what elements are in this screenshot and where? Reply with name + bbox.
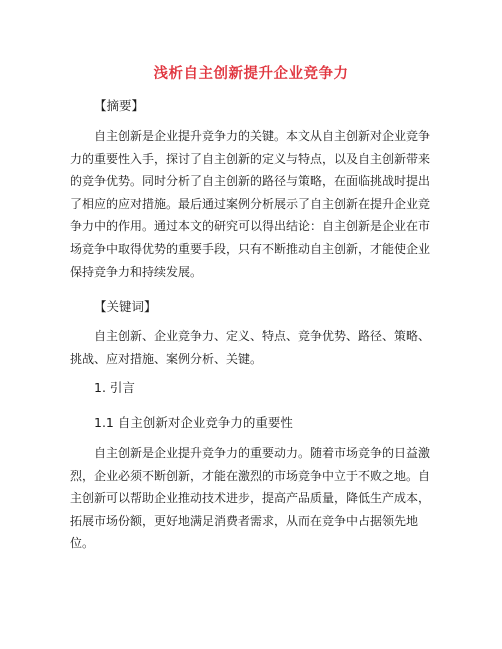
section-line: 自主创新是企业提升竞争力的重要动力。随着市场竞争的日益激	[94, 446, 431, 460]
intro-heading: 1. 引言	[94, 380, 135, 395]
abstract-line: 场竞争中取得优势的重要手段，只有不断推动自主创新，才能使企业	[70, 241, 431, 256]
section-paragraph	[70, 442, 432, 555]
abstract-line: 了相应的应对措施。最后通过案例分析展示了自主创新在提升企业竞	[70, 196, 431, 211]
section-heading: 1.1 自主创新对企业竞争力的重要性	[94, 415, 293, 430]
section-line: 主创新可以帮助企业推动技术进步，提高产品质量，降低生产成本，	[70, 491, 431, 506]
abstract-paragraph	[70, 125, 432, 283]
abstract-line: 争力中的作用。通过本文的研究可以得出结论：自主创新是企业在市	[70, 219, 431, 234]
abstract-line: 自主创新是企业提升竞争力的关键。本文从自主创新对企业竞争	[94, 129, 431, 143]
section-line: 烈，企业必须不断创新，才能在激烈的市场竞争中立于不败之地。自	[70, 468, 431, 483]
section-line: 位。	[70, 536, 95, 551]
keywords-label: 【关键词】	[94, 299, 157, 314]
document-title: 浅析自主创新提升企业竞争力	[153, 66, 349, 82]
keywords-paragraph	[70, 325, 432, 370]
abstract-label: 【摘要】	[94, 98, 145, 113]
keywords-line: 自主创新、企业竞争力、定义、特点、竞争优势、路径、策略、	[94, 329, 431, 343]
keywords-line: 挑战、应对措施、案例分析、关键。	[70, 351, 263, 366]
abstract-line: 的竞争优势。同时分析了自主创新的路径与策略，在面临挑战时提出	[70, 174, 431, 189]
abstract-line: 力的重要性入手，探讨了自主创新的定义与特点，以及自主创新带来	[70, 151, 431, 166]
section-line: 拓展市场份额，更好地满足消费者需求，从而在竞争中占据领先地	[70, 513, 419, 528]
abstract-line: 保持竞争力和持续发展。	[70, 264, 203, 279]
